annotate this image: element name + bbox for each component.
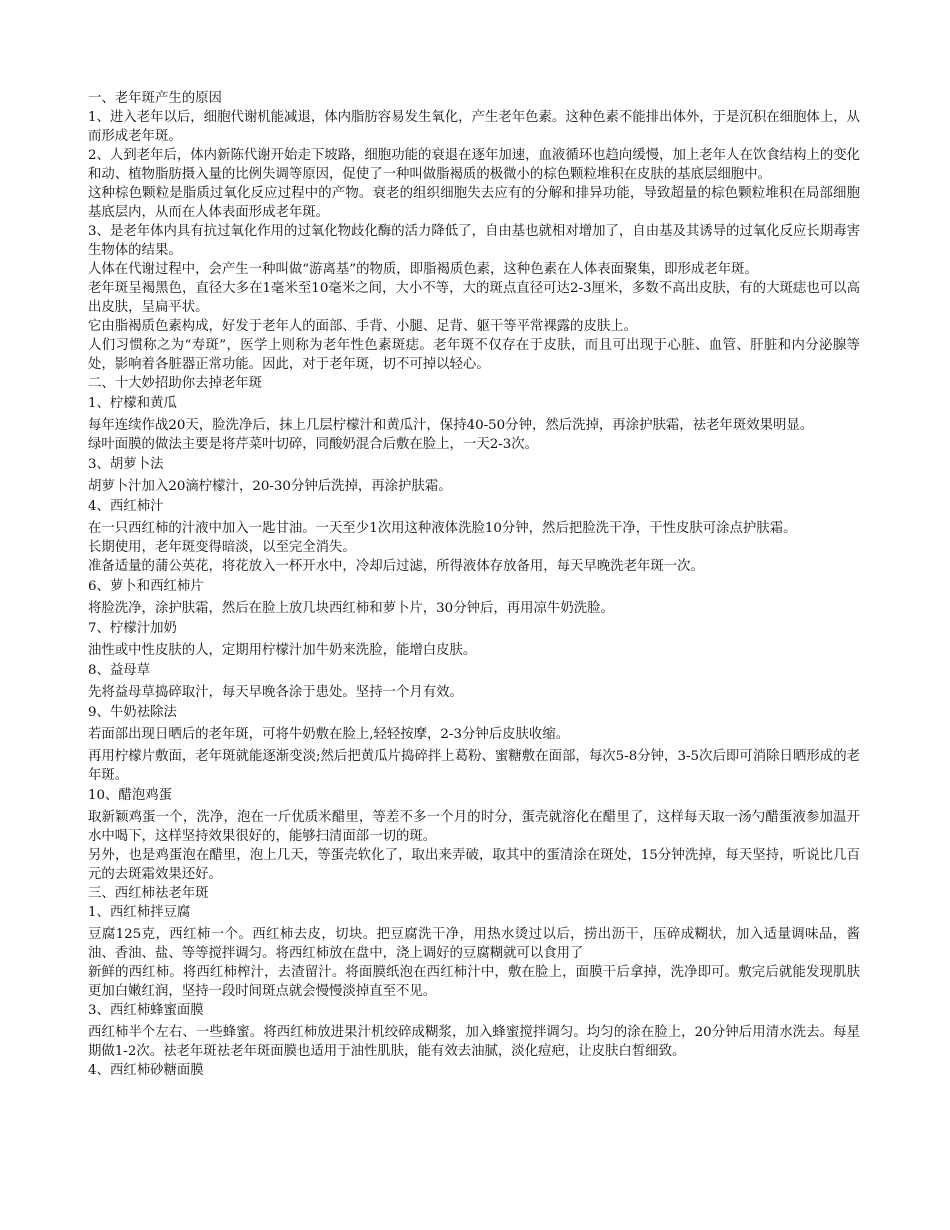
paragraph: 新鲜的西红柿。将西红柿榨汁，去渣留汁。将面膜纸泡在西红柿汁中，敷在脸上，面膜干后拿掉，洗净即可。敷完后就能发现肌肤更加白嫩红润，坚持一段时间斑点就会慢慢淡掉直至不见。: [88, 965, 860, 999]
paragraph: 再用柠檬片敷面，老年斑就能逐渐变淡;然后把黄瓜片捣碎拌上葛粉、蜜糖敷在面部，每次5-8分钟，3-5次后即可消除日晒形成的老年斑。: [88, 749, 860, 783]
paragraph: 西红柿半个左右、一些蜂蜜。将西红柿放进果汁机绞碎成糊浆，加入蜂蜜搅拌调匀。均匀的涂在脸上，20分钟后用清水洗去。每星期做1-2次。祛老年斑祛老年斑面膜也适用于油性肌肤，能有效去油腻，淡化痘疤，让皮肤白皙细致。: [88, 1025, 860, 1059]
item-heading: 8、益母草: [88, 663, 151, 678]
paragraph: 油性或中性皮肤的人，定期用柠檬汁加牛奶来洗脸，能增白皮肤。: [88, 643, 477, 658]
paragraph: 每年连续作战20天，脸洗净后，抹上几层柠檬汁和黄瓜汁，保持40-50分钟，然后洗掉，再涂护肤霜，祛老年斑效果明显。: [88, 418, 814, 433]
item-heading: 1、西红柿拌豆腐: [88, 905, 191, 920]
paragraph: 3、是老年体内具有抗过氧化作用的过氧化物歧化酶的活力降低了，自由基也就相对增加了，自由基及其诱导的过氧化反应长期毒害生物体的结果。: [88, 224, 860, 258]
paragraph: 2、人到老年后，体内新陈代谢开始走下坡路，细胞功能的衰退在逐年加速，血液循环也趋向缓慢，加上老年人在饮食结构上的变化和动、植物脂肪摄入量的比例失调等原因，促使了一种叫做脂褐质的极微小的棕色颗粒堆积在皮肤的基底层细胞中。: [88, 148, 860, 182]
paragraph: 这种棕色颗粒是脂质过氧化反应过程中的产物。衰老的组织细胞失去应有的分解和排异功能，导致超量的棕色颗粒堆积在局部细胞基底层内，从而在人体表面形成老年斑。: [88, 186, 860, 220]
item-heading: 7、柠檬汁加奶: [88, 621, 177, 636]
paragraph: 将脸洗净，涂护肤霜，然后在脸上放几块西红柿和萝卜片，30分钟后，再用凉牛奶洗脸。: [88, 601, 614, 616]
paragraph: 取新颖鸡蛋一个，洗净，泡在一斤优质米醋里，等差不多一个月的时分，蛋壳就溶化在醋里了，这样每天取一汤勺醋蛋液参加温开水中喝下，这样坚持效果很好的，能够扫清面部一切的斑。: [88, 810, 860, 844]
item-heading: 3、西红柿蜂蜜面膜: [88, 1003, 204, 1018]
paragraph: 在一只西红柿的汁液中加入一匙甘油。一天至少1次用这种液体洗脸10分钟，然后把脸洗干净，干性皮肤可涂点护肤霜。: [88, 521, 797, 536]
paragraph: 绿叶面膜的做法主要是将芹菜叶切碎，同酸奶混合后敷在脸上，一天2-3次。: [88, 437, 539, 452]
item-heading: 10、醋泡鸡蛋: [88, 788, 172, 803]
paragraph: 胡萝卜汁加入20滴柠檬汁，20-30分钟后洗掉，再涂护肤霜。: [88, 479, 452, 494]
paragraph: 准备适量的蒲公英花，将花放入一杯开水中，冷却后过滤，所得液体存放备用，每天早晚洗老年斑一次。: [88, 559, 704, 574]
paragraph: 先将益母草捣碎取汁，每天早晚各涂于患处。坚持一个月有效。: [88, 685, 463, 700]
item-heading: 4、西红柿汁: [88, 499, 164, 514]
item-heading: 4、西红柿砂糖面膜: [88, 1063, 204, 1078]
item-heading: 3、胡萝卜法: [88, 457, 164, 472]
paragraph: 1、进入老年以后，细胞代谢机能减退，体内脂肪容易发生氧化，产生老年色素。这种色素不能排出体外，于是沉积在细胞体上，从而形成老年斑。: [88, 110, 860, 144]
section-heading: 三、西红柿祛老年斑: [88, 886, 209, 901]
paragraph: 它由脂褐质色素构成，好发于老年人的面部、手背、小腿、足背、躯干等平常裸露的皮肤上。: [88, 319, 638, 334]
section-heading: 一、老年斑产生的原因: [88, 91, 222, 106]
paragraph: 老年斑呈褐黑色，直径大多在1毫米至10毫米之间，大小不等，大的斑点直径可达2-3厘米，多数不高出皮肤，有的大斑痣也可以高出皮肤，呈扁平状。: [88, 281, 860, 315]
paragraph: 长期使用，老年斑变得暗淡，以至完全消失。: [88, 540, 356, 555]
paragraph: 若面部出现日晒后的老年斑，可将牛奶敷在脸上,轻轻按摩，2-3分钟后皮肤收缩。: [88, 727, 570, 742]
paragraph: 人体在代谢过程中，会产生一种叫做“游离基”的物质，即脂褐质色素，这种色素在人体表面聚集，即形成老年斑。: [88, 262, 758, 277]
item-heading: 9、牛奶祛除法: [88, 705, 177, 720]
item-heading: 6、萝卜和西红柿片: [88, 579, 204, 594]
document-body: [88, 89, 860, 1080]
section-heading: 二、十大妙招助你去掉老年斑: [88, 376, 263, 391]
item-heading: 1、柠檬和黄瓜: [88, 396, 177, 411]
paragraph: 另外，也是鸡蛋泡在醋里，泡上几天，等蛋壳软化了，取出来弄破，取其中的蛋清涂在斑处，15分钟洗掉，每天坚持，听说比几百元的去斑霜效果还好。: [88, 848, 860, 882]
paragraph: 豆腐125克，西红柿一个。西红柿去皮，切块。把豆腐洗干净，用热水烫过以后，捞出沥干，压碎成糊状，加入适量调味品，酱油、香油、盐、等等搅拌调匀。将西红柿放在盘中，浇上调好的豆腐糊就可以食用了: [88, 927, 860, 961]
paragraph: 人们习惯称之为“寿斑”，医学上则称为老年性色素斑痣。老年斑不仅存在于皮肤，而且可出现于心脏、血管、肝脏和内分泌腺等处，影响着各脏器正常功能。因此，对于老年斑，切不可掉以轻心。: [88, 338, 860, 372]
